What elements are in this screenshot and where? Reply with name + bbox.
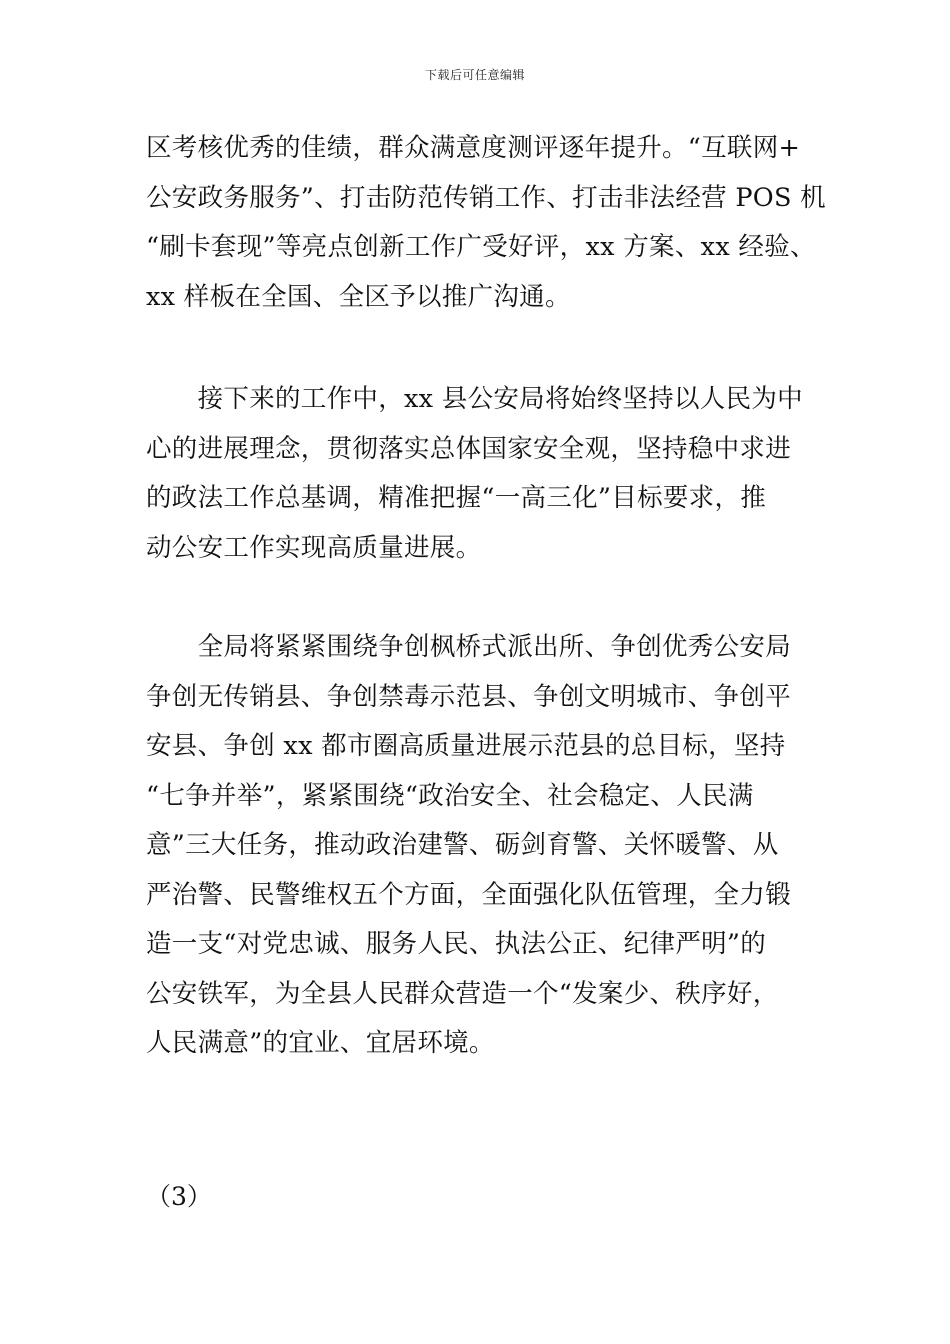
- paragraph-3: [146, 623, 836, 1069]
- paragraph-line: 接下来的工作中，xx 县公安局将始终坚持以人民为中: [146, 384, 803, 414]
- page-number: （3）: [146, 1182, 212, 1211]
- paragraph-line: 安县、争创 xx 都市圈高质量进展示范县的总目标，坚持: [146, 731, 786, 761]
- paragraph-line: “七争并举”，紧紧围绕“政治安全、社会稳定、人民满: [146, 780, 754, 811]
- page-header: 下载后可任意编辑: [424, 68, 525, 82]
- paragraph-1: [146, 124, 836, 322]
- paragraph-line: 心的进展理念，贯彻落实总体国家安全观，坚持稳中求进: [146, 433, 792, 464]
- paragraph-line: 区考核优秀的佳绩，群众满意度测评逐年提升。“互联网+: [146, 133, 801, 163]
- paragraph-line: 公安政务服务”、打击防范传销工作、打击非法经营 POS 机: [146, 182, 826, 213]
- paragraph-2: [146, 375, 836, 573]
- paragraph-line: “刷卡套现”等亮点创新工作广受好评，xx 方案、xx 经验、: [146, 232, 816, 262]
- paragraph-line: 人民满意”的宜业、宜居环境。: [146, 1028, 495, 1058]
- paragraph-line: 公安铁军，为全县人民群众营造一个“发案少、秩序好，: [146, 978, 779, 1009]
- paragraph-line: 严治警、民警维权五个方面，全面强化队伍管理，全力锻: [146, 879, 792, 910]
- paragraph-line: 争创无传销县、争创禁毒示范县、争创文明城市、争创平: [146, 681, 792, 712]
- paragraph-line: 意”三大任务，推动政治建警、砺剑育警、关怀暖警、从: [146, 830, 779, 860]
- paragraph-line: 的政法工作总基调，精准把握“一高三化”目标要求，推: [146, 483, 767, 513]
- paragraph-line: 全局将紧紧围绕争创枫桥式派出所、争创优秀公安局: [146, 632, 792, 662]
- paragraph-line: 动公安工作实现高质量进展。: [146, 532, 482, 563]
- paragraph-line: xx 样板在全国、全区予以推广沟通。: [146, 281, 571, 312]
- paragraph-line: 造一支“对党忠诚、服务人民、执法公正、纪律严明”的: [146, 929, 767, 959]
